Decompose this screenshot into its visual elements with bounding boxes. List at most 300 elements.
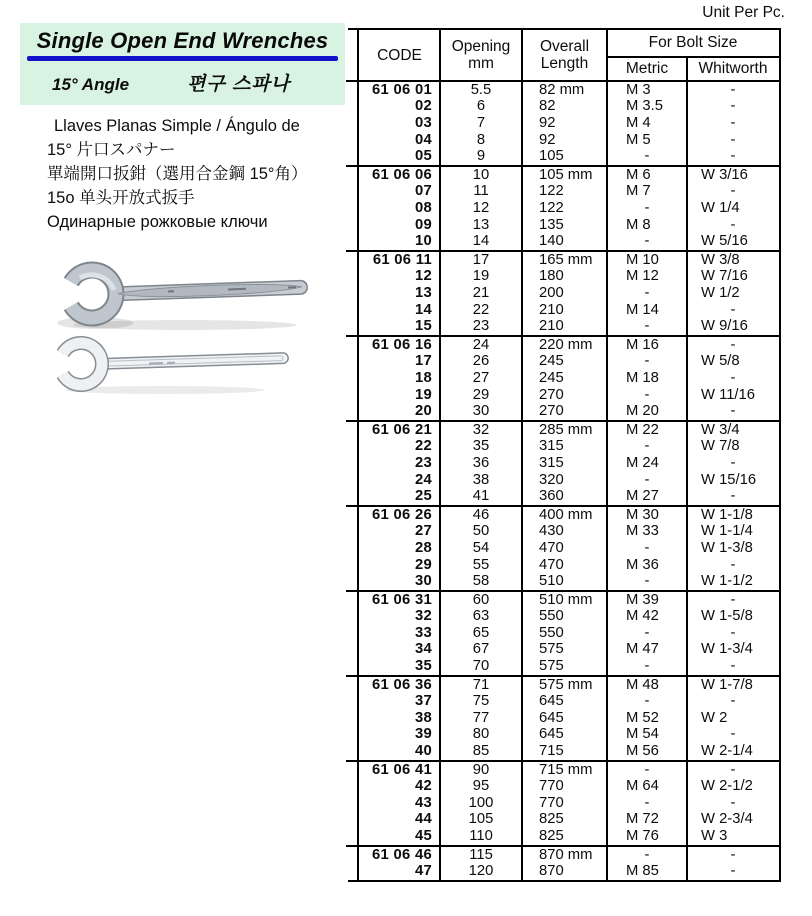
metric-cell: - xyxy=(644,846,650,863)
whitworth-cell: - xyxy=(730,556,736,573)
length-cell: 200 xyxy=(539,285,564,302)
opening-cell: 50 xyxy=(472,523,490,540)
whitworth-cell: W 1-3/4 xyxy=(701,641,753,658)
opening-cell: 6 xyxy=(476,98,486,115)
table-row xyxy=(359,507,779,524)
table-row xyxy=(359,370,779,387)
metric-cell: - xyxy=(644,353,650,370)
whitworth-cell: W 5/8 xyxy=(701,353,740,370)
opening-cell: 32 xyxy=(472,421,490,438)
whitworth-cell: W 7/16 xyxy=(701,268,748,285)
code-cell: 61 06 41 xyxy=(372,761,432,778)
col-header-whitworth: Whitworth xyxy=(698,60,768,77)
whitworth-cell: W 11/16 xyxy=(701,386,756,403)
table-row xyxy=(359,608,779,625)
opening-cell: 60 xyxy=(472,591,490,608)
multilingual-descriptions xyxy=(47,114,308,234)
table-row xyxy=(359,337,779,354)
spec-table xyxy=(357,28,781,882)
col-header-opening-line1: Opening xyxy=(451,38,511,55)
col-header-code: CODE xyxy=(377,46,422,64)
metric-cell: - xyxy=(644,285,650,302)
whitworth-cell: W 5/16 xyxy=(701,233,748,250)
whitworth-cell: - xyxy=(730,369,736,386)
length-cell: 92 xyxy=(539,115,556,132)
length-cell: 320 xyxy=(539,471,564,488)
opening-cell: 63 xyxy=(472,608,490,625)
opening-cell: 38 xyxy=(472,471,490,488)
opening-cell: 5.5 xyxy=(470,81,492,98)
length-cell: 470 xyxy=(539,539,564,556)
opening-cell: 30 xyxy=(472,403,490,420)
wrench-stamp-marks xyxy=(149,363,175,364)
code-cell: 22 xyxy=(414,438,432,455)
bolt-size-subheaders xyxy=(607,58,779,80)
table-row xyxy=(359,625,779,642)
metric-cell: M 64 xyxy=(626,778,659,795)
metric-cell: M 5 xyxy=(626,131,651,148)
table-row xyxy=(359,677,779,694)
opening-cell: 54 xyxy=(472,539,490,556)
korean-title: 편구 스파나 xyxy=(187,74,291,95)
table-row xyxy=(359,184,779,201)
whitworth-cell: - xyxy=(730,846,736,863)
whitworth-cell: - xyxy=(730,726,736,743)
table-row xyxy=(359,269,779,286)
opening-cell: 58 xyxy=(472,573,490,590)
opening-cell: 41 xyxy=(472,488,490,505)
opening-cell: 80 xyxy=(472,726,490,743)
code-cell: 20 xyxy=(414,403,432,420)
col-header-overall-line2: Length xyxy=(540,55,589,72)
table-row xyxy=(359,318,779,335)
metric-cell: M 48 xyxy=(626,676,659,693)
metric-cell: M 14 xyxy=(626,301,659,318)
metric-cell: M 42 xyxy=(626,608,659,625)
length-cell: 645 xyxy=(539,693,564,710)
whitworth-cell: - xyxy=(730,794,736,811)
opening-cell: 85 xyxy=(472,743,490,760)
whitworth-cell: - xyxy=(730,98,736,115)
code-cell: 34 xyxy=(414,641,432,658)
code-cell: 30 xyxy=(414,573,432,590)
code-cell: 25 xyxy=(414,488,432,505)
opening-cell: 26 xyxy=(472,353,490,370)
whitworth-cell: - xyxy=(730,761,736,778)
table-group xyxy=(359,82,779,165)
code-cell: 03 xyxy=(414,115,432,132)
code-cell: 42 xyxy=(414,778,432,795)
whitworth-cell: - xyxy=(730,131,736,148)
length-cell: 470 xyxy=(539,556,564,573)
code-cell: 04 xyxy=(414,131,432,148)
table-header xyxy=(359,30,779,82)
code-cell: 37 xyxy=(414,693,432,710)
subtitle-row xyxy=(20,61,345,96)
length-cell: 210 xyxy=(539,318,564,335)
length-cell: 575 xyxy=(539,641,564,658)
code-cell: 19 xyxy=(414,386,432,403)
table-row xyxy=(359,828,779,845)
table-group xyxy=(359,762,779,845)
code-cell: 38 xyxy=(414,709,432,726)
metric-cell: M 36 xyxy=(626,556,659,573)
whitworth-cell: - xyxy=(730,624,736,641)
whitworth-cell: - xyxy=(730,336,736,353)
metric-cell: - xyxy=(644,794,650,811)
table-row xyxy=(359,523,779,540)
whitworth-cell: W 2-1/4 xyxy=(701,743,753,760)
col-header-opening xyxy=(440,30,522,80)
length-cell: 645 xyxy=(539,709,564,726)
table-row xyxy=(359,743,779,760)
whitworth-cell: W 3 xyxy=(701,828,728,845)
table-row xyxy=(359,557,779,574)
whitworth-cell: - xyxy=(730,148,736,165)
metric-cell: - xyxy=(644,693,650,710)
length-cell: 315 xyxy=(539,438,564,455)
table-row xyxy=(359,693,779,710)
metric-cell: M 85 xyxy=(626,863,659,880)
whitworth-cell: W 2-1/2 xyxy=(701,778,753,795)
whitworth-cell: W 1-3/8 xyxy=(701,539,753,556)
opening-cell: 11 xyxy=(473,183,489,200)
length-cell: 270 xyxy=(539,403,564,420)
opening-cell: 8 xyxy=(476,131,486,148)
opening-cell: 95 xyxy=(472,778,490,795)
metric-cell: M 76 xyxy=(626,828,659,845)
metric-cell: - xyxy=(644,386,650,403)
length-cell: 245 xyxy=(539,353,564,370)
col-header-bolt-size: For Bolt Size xyxy=(607,30,779,58)
length-cell: 220 mm xyxy=(539,336,593,353)
whitworth-cell: - xyxy=(730,454,736,471)
length-cell: 715 xyxy=(539,743,564,760)
length-cell: 270 xyxy=(539,386,564,403)
code-cell: 61 06 36 xyxy=(372,676,432,693)
table-group xyxy=(359,422,779,505)
whitworth-cell: W 1-5/8 xyxy=(701,608,753,625)
col-header-overall-line1: Overall xyxy=(539,38,590,55)
length-cell: 210 xyxy=(539,301,564,318)
length-cell: 430 xyxy=(539,523,564,540)
opening-cell: 115 xyxy=(469,846,493,863)
table-row xyxy=(359,217,779,234)
opening-cell: 23 xyxy=(472,318,490,335)
length-cell: 122 xyxy=(539,200,564,217)
whitworth-cell: W 1-1/8 xyxy=(701,506,753,523)
code-cell: 05 xyxy=(414,148,432,165)
length-cell: 400 mm xyxy=(539,506,593,523)
code-cell: 47 xyxy=(414,863,432,880)
whitworth-cell: - xyxy=(730,403,736,420)
length-cell: 575 xyxy=(539,658,564,675)
length-cell: 870 mm xyxy=(539,846,593,863)
code-cell: 61 06 31 xyxy=(372,591,432,608)
metric-cell: M 6 xyxy=(626,166,651,183)
whitworth-cell: W 9/16 xyxy=(701,318,748,335)
code-cell: 28 xyxy=(414,539,432,556)
col-header-bolt-size-group xyxy=(607,30,779,80)
whitworth-cell: W 1-1/4 xyxy=(701,523,753,540)
length-cell: 245 xyxy=(539,369,564,386)
code-cell: 61 06 46 xyxy=(372,846,432,863)
metric-cell: M 24 xyxy=(626,454,659,471)
metric-cell: - xyxy=(644,624,650,641)
table-row xyxy=(359,302,779,319)
table-row xyxy=(359,762,779,779)
opening-cell: 12 xyxy=(472,200,490,217)
table-group xyxy=(359,167,779,250)
opening-cell: 120 xyxy=(468,863,494,880)
length-cell: 122 xyxy=(539,183,564,200)
whitworth-cell: W 2 xyxy=(701,709,728,726)
metric-cell: - xyxy=(644,233,650,250)
code-cell: 61 06 16 xyxy=(372,336,432,353)
table-row xyxy=(359,727,779,744)
metric-cell: - xyxy=(644,658,650,675)
code-cell: 61 06 21 xyxy=(372,421,432,438)
table-row xyxy=(359,233,779,250)
code-cell: 61 06 26 xyxy=(372,506,432,523)
length-cell: 105 xyxy=(539,148,564,165)
opening-cell: 75 xyxy=(472,693,490,710)
code-cell: 09 xyxy=(414,216,432,233)
description-russian: Одинарные рожковые ключи xyxy=(47,213,268,231)
opening-cell: 22 xyxy=(472,301,490,318)
code-cell: 44 xyxy=(414,811,432,828)
metric-cell: M 56 xyxy=(626,743,659,760)
metric-cell: M 18 xyxy=(626,369,659,386)
table-row xyxy=(359,592,779,609)
col-header-overall xyxy=(522,30,607,80)
metric-cell: M 54 xyxy=(626,726,659,743)
column-divider xyxy=(439,30,441,880)
length-cell: 715 mm xyxy=(539,761,593,778)
table-row xyxy=(359,778,779,795)
metric-cell: - xyxy=(644,471,650,488)
length-cell: 770 xyxy=(539,794,564,811)
code-cell: 17 xyxy=(414,353,432,370)
opening-cell: 55 xyxy=(472,556,490,573)
table-row xyxy=(359,115,779,132)
length-cell: 140 xyxy=(539,233,564,250)
code-cell: 27 xyxy=(414,523,432,540)
whitworth-cell: W 1/4 xyxy=(701,200,740,217)
opening-cell: 90 xyxy=(472,761,490,778)
col-header-metric: Metric xyxy=(625,60,669,77)
whitworth-cell: W 2-3/4 xyxy=(701,811,753,828)
length-cell: 92 xyxy=(539,131,556,148)
whitworth-cell: - xyxy=(730,488,736,505)
description-chinese-traditional: 單端開口扳鉗（選用合金鋼 15°角） xyxy=(47,165,308,183)
whitworth-cell: - xyxy=(730,863,736,880)
length-cell: 550 xyxy=(539,608,564,625)
opening-cell: 105 xyxy=(468,811,494,828)
table-group xyxy=(359,847,779,880)
opening-cell: 67 xyxy=(472,641,490,658)
opening-cell: 10 xyxy=(472,166,490,183)
opening-cell: 100 xyxy=(468,794,494,811)
length-cell: 645 xyxy=(539,726,564,743)
metric-cell: - xyxy=(644,318,650,335)
code-cell: 02 xyxy=(414,98,432,115)
description-chinese-simplified: 15o 单头开放式扳手 xyxy=(47,189,195,207)
table-body xyxy=(359,82,779,880)
opening-cell: 71 xyxy=(472,676,490,693)
page-title: Single Open End Wrenches xyxy=(36,28,329,53)
code-cell: 18 xyxy=(414,369,432,386)
metric-cell: M 30 xyxy=(626,506,659,523)
opening-cell: 19 xyxy=(472,268,490,285)
table-row xyxy=(359,403,779,420)
table-row xyxy=(359,387,779,404)
table-row xyxy=(359,573,779,590)
rule-tick xyxy=(348,880,359,882)
metric-cell: M 3 xyxy=(626,81,651,98)
table-row xyxy=(359,863,779,880)
length-cell: 510 xyxy=(539,573,564,590)
table-row xyxy=(359,658,779,675)
table-row xyxy=(359,847,779,864)
whitworth-cell: - xyxy=(730,658,736,675)
metric-cell: - xyxy=(644,539,650,556)
column-divider xyxy=(606,30,608,880)
metric-cell: M 39 xyxy=(626,591,659,608)
table-row xyxy=(359,167,779,184)
metric-cell: M 7 xyxy=(626,183,651,200)
code-cell: 35 xyxy=(414,658,432,675)
opening-cell: 46 xyxy=(472,506,490,523)
opening-cell: 17 xyxy=(472,251,490,268)
metric-cell: M 33 xyxy=(626,523,659,540)
table-row xyxy=(359,710,779,727)
column-divider xyxy=(521,30,523,880)
table-row xyxy=(359,148,779,165)
length-cell: 315 xyxy=(539,454,564,471)
table-row xyxy=(359,132,779,149)
opening-cell: 65 xyxy=(472,624,490,641)
metric-cell: - xyxy=(644,148,650,165)
code-cell: 08 xyxy=(414,200,432,217)
code-cell: 29 xyxy=(414,556,432,573)
code-cell: 43 xyxy=(414,794,432,811)
opening-cell: 14 xyxy=(472,233,490,250)
opening-cell: 7 xyxy=(476,115,486,132)
length-cell: 825 xyxy=(539,828,564,845)
whitworth-cell: W 7/8 xyxy=(701,438,740,455)
table-row xyxy=(359,795,779,812)
whitworth-cell: W 3/4 xyxy=(701,421,740,438)
code-cell: 40 xyxy=(414,743,432,760)
whitworth-cell: W 1-1/2 xyxy=(701,573,753,590)
opening-cell: 36 xyxy=(472,454,490,471)
metric-cell: - xyxy=(644,438,650,455)
whitworth-cell: - xyxy=(730,591,736,608)
code-cell: 24 xyxy=(414,471,432,488)
table-row xyxy=(359,472,779,489)
code-cell: 13 xyxy=(414,285,432,302)
whitworth-cell: - xyxy=(730,693,736,710)
table-row xyxy=(359,422,779,439)
metric-cell: - xyxy=(644,573,650,590)
table-row xyxy=(359,354,779,371)
whitworth-cell: - xyxy=(730,301,736,318)
wrench-photo-top xyxy=(50,250,315,335)
table-group xyxy=(359,677,779,760)
metric-cell: M 12 xyxy=(626,268,659,285)
opening-cell: 110 xyxy=(469,828,493,845)
table-group xyxy=(359,507,779,590)
whitworth-cell: W 1/2 xyxy=(701,285,740,302)
metric-cell: M 22 xyxy=(626,421,659,438)
whitworth-cell: W 3/8 xyxy=(701,251,740,268)
code-cell: 07 xyxy=(414,183,432,200)
table-row xyxy=(359,642,779,659)
metric-cell: M 52 xyxy=(626,709,659,726)
metric-cell: M 27 xyxy=(626,488,659,505)
metric-cell: M 8 xyxy=(626,216,651,233)
code-cell: 23 xyxy=(414,454,432,471)
code-cell: 61 06 11 xyxy=(372,251,432,268)
code-cell: 12 xyxy=(414,268,432,285)
whitworth-cell: W 3/16 xyxy=(701,166,748,183)
opening-cell: 35 xyxy=(472,438,490,455)
column-divider xyxy=(686,58,688,880)
table-row xyxy=(359,488,779,505)
length-cell: 510 mm xyxy=(539,591,593,608)
metric-cell: M 20 xyxy=(626,403,659,420)
table-group xyxy=(359,337,779,420)
metric-cell: M 4 xyxy=(626,115,651,132)
length-cell: 770 xyxy=(539,778,564,795)
whitworth-cell: - xyxy=(730,81,736,98)
code-cell: 10 xyxy=(414,233,432,250)
length-cell: 165 mm xyxy=(539,251,593,268)
opening-cell: 24 xyxy=(472,336,490,353)
whitworth-cell: - xyxy=(730,183,736,200)
table-group xyxy=(359,592,779,675)
metric-cell: M 47 xyxy=(626,641,659,658)
code-cell: 61 06 01 xyxy=(372,81,432,98)
opening-cell: 70 xyxy=(472,658,490,675)
length-cell: 180 xyxy=(539,268,564,285)
metric-cell: M 16 xyxy=(626,336,659,353)
code-cell: 15 xyxy=(414,318,432,335)
table-row xyxy=(359,82,779,99)
metric-cell: - xyxy=(644,200,650,217)
length-cell: 360 xyxy=(539,488,564,505)
length-cell: 575 mm xyxy=(539,676,593,693)
length-cell: 82 mm xyxy=(539,81,585,98)
metric-cell: - xyxy=(644,761,650,778)
angle-label: 15° Angle xyxy=(52,75,130,94)
length-cell: 82 xyxy=(539,98,556,115)
code-cell: 14 xyxy=(414,301,432,318)
length-cell: 870 xyxy=(539,863,564,880)
whitworth-cell: W 1-7/8 xyxy=(701,676,753,693)
whitworth-cell: - xyxy=(730,216,736,233)
opening-cell: 29 xyxy=(472,386,490,403)
metric-cell: M 3.5 xyxy=(626,98,664,115)
table-row xyxy=(359,252,779,269)
description-spanish: Llaves Planas Simple / Ángulo de xyxy=(54,117,300,135)
table-row xyxy=(359,812,779,829)
description-japanese: 15° 片口スパナー xyxy=(47,141,176,159)
opening-cell: 27 xyxy=(472,369,490,386)
code-cell: 32 xyxy=(414,608,432,625)
table-row xyxy=(359,200,779,217)
